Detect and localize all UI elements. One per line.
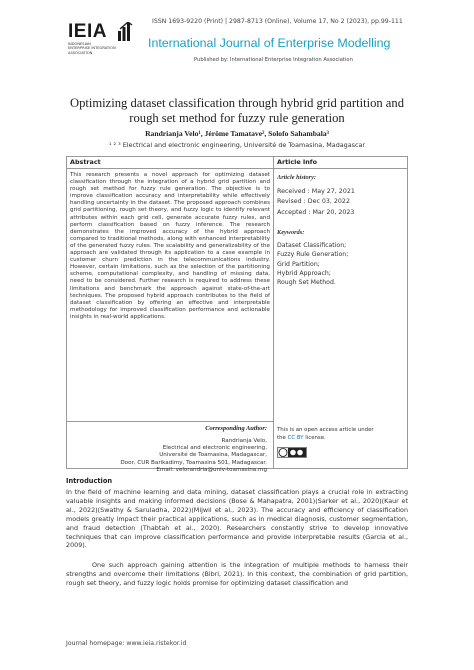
cc-by-link[interactable]: CC BY xyxy=(287,434,304,441)
article-title: Optimizing dataset classification through hybrid grid partition and rough set method for fuzzy rule generation xyxy=(69,96,404,125)
ca-email[interactable]: Email: velorandria@univ-toamasina.mg xyxy=(156,466,267,473)
oa-line-1: This is an open access article under xyxy=(277,427,374,433)
corresponding-author-heading: Corresponding Author: xyxy=(205,425,267,432)
accepted-date: Accepted : Mar 20, 2023 xyxy=(277,209,355,216)
oa-the: the xyxy=(277,434,286,441)
corresponding-author-details xyxy=(71,438,267,474)
journal-homepage[interactable]: Journal homepage: www.ieia.ristekor.id xyxy=(66,640,187,647)
issn-line: ISSN 1693-9220 (Print) | 2987-8713 (Online), Volume 17, No 2 (2023), pp.99-111 xyxy=(152,18,403,25)
keyword-list xyxy=(277,241,405,287)
oa-line-2 xyxy=(277,435,405,443)
abstract-heading: Abstract xyxy=(70,158,101,166)
keyword-item: Grid Partition; xyxy=(277,260,320,268)
abstract-info-box xyxy=(66,156,408,473)
intro-paragraph-2: One such approach gaining attention is the integration of multiple methods to harness their strengths and overcome their limitations (Bibri, 2021). In this context, the combination of grid partition, rough set theory, and fuzzy logic holds promise for optimizing dataset classification and xyxy=(66,561,408,587)
abstract-text: This research presents a novel approach for optimizing dataset classification through the integration of a hybrid grid partition and rough set method for fuzzy rule generation. The objective is to improve classification accuracy and interpretability while effectively handling uncertainty in the dataset. The proposed approach combines grid partitioning, rough set theory, and fuzzy logic to identify relevant attributes within each grid cell, generate accurate fuzzy rules, and perform classification based on fuzzy inference. The research demonstrates the improved accuracy of the hybrid approach compared to traditional methods, along with enhanced interpretability of the generated fuzzy rules. The scalability and generalizability of the approach are validated through its application to a case example in customer churn prediction in the telecommunications industry. However, certain limitations, such as the selection of the partitioning scheme, computational complexity, and handling of missing data, need to be considered. Further research is required to address these limitations and benchmark the approach against state-of-the-art techniques. The proposed hybrid approach contributes to the field of dataset classification by offering an effective and interpretable methodology for improved classification performance and actionable insights in real-world applications. xyxy=(70,172,270,320)
intro-paragraph-1: In the field of machine learning and data mining, dataset classification plays a crucial role in extracting valuable insights and making informed decisions (Bose & Mahapatra, 2001)(Sarker et al., 2020)(Kaur et al., 2022)(Swathy & Saruladha, 2022)(Mijwil et al., 2023). The accuracy and efficiency of classification models greatly impact their practical applications, such as in medical diagnosis, customer segmentation, and fraud detection (Thabtah et al., 2020). Researchers constantly strive to develop innovative techniques that can improve classification performance and provide interpretable results (Garcia et al., 2009). xyxy=(66,488,408,550)
ca-line: Randrianja Velo, xyxy=(221,438,267,444)
open-access-notice xyxy=(277,427,405,442)
logo-sub-line: INDONESIAN xyxy=(68,42,91,46)
article-history-label: Article history: xyxy=(277,174,317,181)
keyword-item: Rough Set Method. xyxy=(277,279,336,287)
ca-line: Université de Toamasina, Madagascar, xyxy=(159,452,267,459)
corresponding-divider xyxy=(67,421,273,422)
article-info-heading: Article Info xyxy=(277,158,317,166)
introduction-heading: Introduction xyxy=(66,477,113,485)
logo-subtitle xyxy=(68,42,140,55)
article-affiliation: ¹ ² ³ Electrical and electronic engineering, Université de Toamasina, Madagascar xyxy=(108,141,366,149)
column-divider xyxy=(273,157,274,468)
ca-line: Electrical and electronic engineering, xyxy=(162,445,267,452)
journal-title: International Journal of Enterprise Modelling xyxy=(148,36,391,50)
ieia-logo xyxy=(68,22,140,60)
keyword-item: Dataset Classification; xyxy=(277,242,347,249)
publisher-line: Published by: International Enterprise Integration Association xyxy=(194,57,353,63)
header-divider xyxy=(67,168,407,169)
logo-sub-line: ASSOCIATION xyxy=(68,50,93,55)
logo-sub-line: ENTERPRISE INTEGRATION xyxy=(68,46,116,51)
keyword-item: Hybrid Approach; xyxy=(277,269,331,277)
revised-date: Revised : Dec 03, 2022 xyxy=(277,198,350,205)
cc-by-license-icon[interactable] xyxy=(277,447,307,458)
keyword-item: Fuzzy Rule Generation; xyxy=(277,251,349,259)
logo-text: IEIA xyxy=(68,21,107,42)
oa-license: license. xyxy=(305,434,326,441)
keywords-label: Keywords: xyxy=(277,229,305,236)
logo-bars-icon xyxy=(118,22,136,41)
ca-line: Door, CUR Barikadimy, Toamasina 501, Madagascar. xyxy=(120,459,267,466)
received-date: Received : May 27, 2021 xyxy=(277,188,355,195)
article-authors: Randrianja Velo¹, Jérôme Tamatave², Solofo Sahambala³ xyxy=(145,129,329,138)
